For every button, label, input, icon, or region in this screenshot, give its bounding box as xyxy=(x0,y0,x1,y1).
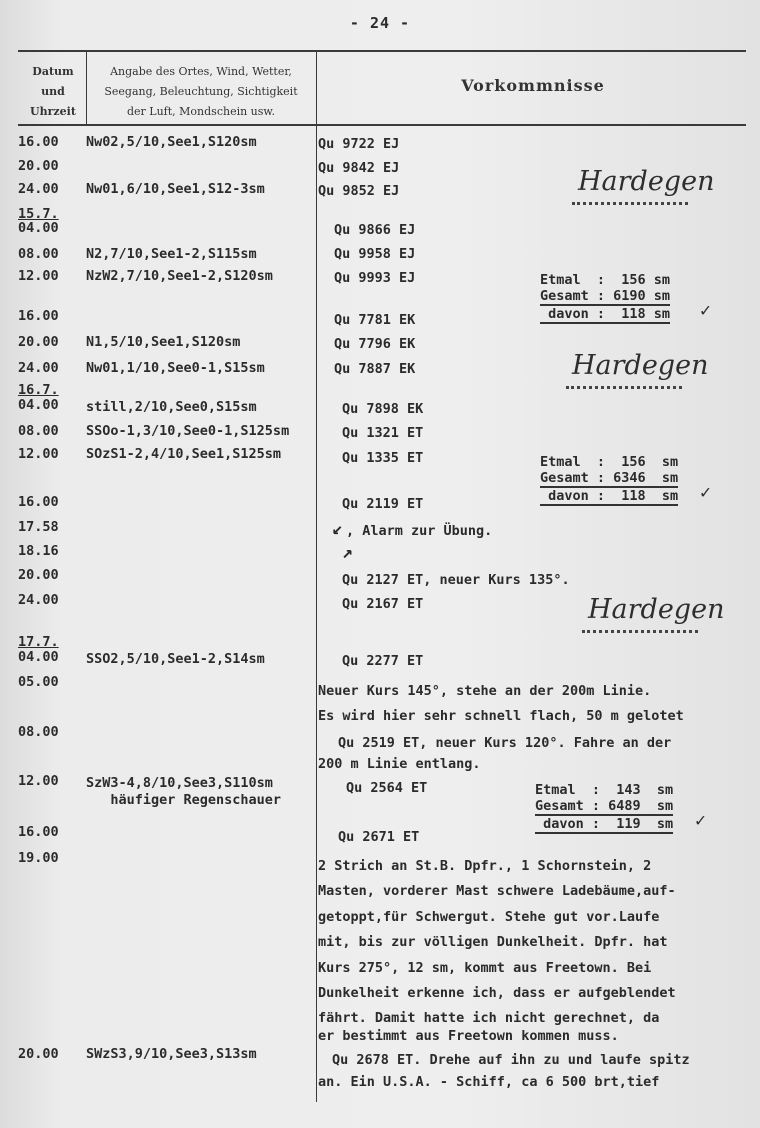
time-entry: 16.00 xyxy=(18,308,59,324)
daily-run-line: Gesamt : 6489 sm xyxy=(535,798,674,814)
event-entry: Qu 9958 EJ xyxy=(334,246,416,262)
time-entry: 08.00 xyxy=(18,423,59,439)
weather-entry: Nw02,5/10,See1,S120sm xyxy=(86,134,257,150)
time-entry: 24.00 xyxy=(18,181,59,197)
signature-hardegen: Hardegen xyxy=(572,350,709,381)
event-entry: Qu 2167 ET xyxy=(342,596,424,612)
time-entry: 20.00 xyxy=(18,158,59,174)
time-entry: 20.00 xyxy=(18,1046,59,1062)
time-entry: 20.00 xyxy=(18,567,59,583)
event-entry: Qu 7898 EK xyxy=(342,401,424,417)
check-mark: ↗ xyxy=(342,542,353,563)
daily-run-line: Etmal : 156 sm xyxy=(540,454,679,470)
event-entry: Qu 9866 EJ xyxy=(334,222,416,238)
event-entry: Qu 2671 ET xyxy=(338,829,420,845)
daily-run-line: davon : 118 sm xyxy=(540,306,671,322)
time-entry: 24.00 xyxy=(18,592,59,608)
time-entry: 19.00 xyxy=(18,850,59,866)
time-entry: 04.00 xyxy=(18,649,59,665)
event-entry: Qu 9993 EJ xyxy=(334,270,416,286)
time-entry: 17.58 xyxy=(18,519,59,535)
column-divider-1 xyxy=(86,52,87,124)
event-entry: an. Ein U.S.A. - Schiff, ca 6 500 brt,tief xyxy=(318,1074,660,1090)
weather-entry: Nw01,6/10,See1,S12-3sm xyxy=(86,181,265,197)
time-entry: 08.00 xyxy=(18,724,59,740)
time-entry: 08.00 xyxy=(18,246,59,262)
weather-entry: SSO2,5/10,See1-2,S14sm xyxy=(86,651,265,667)
signature-hardegen: Hardegen xyxy=(578,166,715,197)
event-entry: Qu 1321 ET xyxy=(342,425,424,441)
weather-entry: N2,7/10,See1-2,S115sm xyxy=(86,246,257,262)
event-entry: Qu 7796 EK xyxy=(334,336,416,352)
header-bottom-rule xyxy=(18,124,746,126)
time-entry: 12.00 xyxy=(18,268,59,284)
event-entry: Es wird hier sehr schnell flach, 50 m gelotet xyxy=(318,708,684,724)
event-entry: Dunkelheit erkenne ich, dass er aufgeblendet xyxy=(318,985,676,1001)
weather-entry: NzW2,7/10,See1-2,S120sm xyxy=(86,268,273,284)
time-entry: 16.00 xyxy=(18,824,59,840)
event-entry: 2 Strich an St.B. Dpfr., 1 Schornstein, 2 xyxy=(318,858,652,874)
signature-dotted-line xyxy=(582,630,698,633)
daily-run-summary xyxy=(540,272,711,324)
weather-entry: N1,5/10,See1,S120sm xyxy=(86,334,241,350)
daily-run-line: Etmal : 156 sm xyxy=(540,272,671,288)
signature-hardegen: Hardegen xyxy=(588,594,725,625)
event-entry: Qu 7781 EK xyxy=(334,312,416,328)
event-entry: er bestimmt aus Freetown kommen muss. xyxy=(318,1028,619,1044)
weather-entry: SWzS3,9/10,See3,S13sm xyxy=(86,1046,257,1062)
event-entry: Qu 2277 ET xyxy=(342,653,424,669)
event-entry: Qu 2564 ET xyxy=(346,780,428,796)
header-location-weather: Angabe des Ortes, Wind, Wetter, Seegang, Beleuchtung, Sichtigkeit der Luft, Mondschein usw. xyxy=(104,65,298,118)
event-entry: Masten, vorderer Mast schwere Ladebäume,auf- xyxy=(318,883,676,899)
event-entry: Qu 9852 EJ xyxy=(318,183,400,199)
daily-run-line: davon : 119 sm xyxy=(535,816,674,832)
time-entry: 16.7. xyxy=(18,382,59,398)
header-events: Vorkommnisse xyxy=(461,76,605,95)
event-entry: mit, bis zur völligen Dunkelheit. Dpfr. hat xyxy=(318,934,668,950)
signature-dotted-line xyxy=(566,386,682,389)
daily-run-line: Gesamt : 6346 sm xyxy=(540,470,679,486)
event-entry: Neuer Kurs 145°, stehe an der 200m Linie. xyxy=(318,683,652,699)
daily-run-summary xyxy=(540,454,711,506)
event-entry: Qu 1335 ET xyxy=(342,450,424,466)
signature-dotted-line xyxy=(572,202,688,205)
event-entry: 200 m Linie entlang. xyxy=(318,756,481,772)
event-entry: Qu 2119 ET xyxy=(342,496,424,512)
event-entry: fährt. Damit hatte ich nicht gerechnet, da xyxy=(318,1010,660,1026)
time-entry: 18.16 xyxy=(18,543,59,559)
daily-run-summary xyxy=(535,782,706,834)
event-entry: Qu 9722 EJ xyxy=(318,136,400,152)
check-mark: ✓ xyxy=(700,300,711,321)
event-entry: Kurs 275°, 12 sm, kommt aus Freetown. Bei xyxy=(318,960,652,976)
time-entry: 16.00 xyxy=(18,494,59,510)
page-number: - 24 - xyxy=(349,14,411,32)
time-entry: 17.7. xyxy=(18,634,59,650)
daily-run-line: Etmal : 143 sm xyxy=(535,782,674,798)
check-mark: ↙ xyxy=(332,518,343,539)
daily-run-line: davon : 118 sm xyxy=(540,488,679,504)
time-entry: 05.00 xyxy=(18,674,59,690)
event-entry: Qu 9842 EJ xyxy=(318,160,400,176)
event-entry: , Alarm zur Übung. xyxy=(346,523,493,539)
time-entry: 15.7. xyxy=(18,206,59,222)
event-entry: Qu 2519 ET, neuer Kurs 120°. Fahre an der xyxy=(338,735,672,751)
weather-entry: häufiger Regenschauer xyxy=(86,792,282,808)
check-mark: ✓ xyxy=(700,482,711,503)
time-entry: 20.00 xyxy=(18,334,59,350)
time-entry: 24.00 xyxy=(18,360,59,376)
daily-run-line: Gesamt : 6190 sm xyxy=(540,288,671,304)
time-entry: 12.00 xyxy=(18,446,59,462)
event-entry: Qu 2678 ET. Drehe auf ihn zu und laufe spitz xyxy=(332,1052,690,1068)
check-mark: ✓ xyxy=(695,810,706,831)
header-datum: Datum und Uhrzeit xyxy=(30,65,76,118)
weather-entry: SOzS1-2,4/10,See1,S125sm xyxy=(86,446,282,462)
event-entry: Qu 7887 EK xyxy=(334,361,416,377)
time-entry: 04.00 xyxy=(18,220,59,236)
event-entry: getoppt,für Schwergut. Stehe gut vor.Laufe xyxy=(318,909,660,925)
time-entry: 12.00 xyxy=(18,773,59,789)
weather-entry: SzW3-4,8/10,See3,S110sm xyxy=(86,775,273,791)
weather-entry: SSOo-1,3/10,See0-1,S125sm xyxy=(86,423,290,439)
time-entry: 04.00 xyxy=(18,397,59,413)
table-top-rule xyxy=(18,50,746,52)
column-divider-2 xyxy=(316,52,317,1102)
weather-entry: still,2/10,See0,S15sm xyxy=(86,399,257,415)
event-entry: Qu 2127 ET, neuer Kurs 135°. xyxy=(342,572,570,588)
time-entry: 16.00 xyxy=(18,134,59,150)
weather-entry: Nw01,1/10,See0-1,S15sm xyxy=(86,360,265,376)
